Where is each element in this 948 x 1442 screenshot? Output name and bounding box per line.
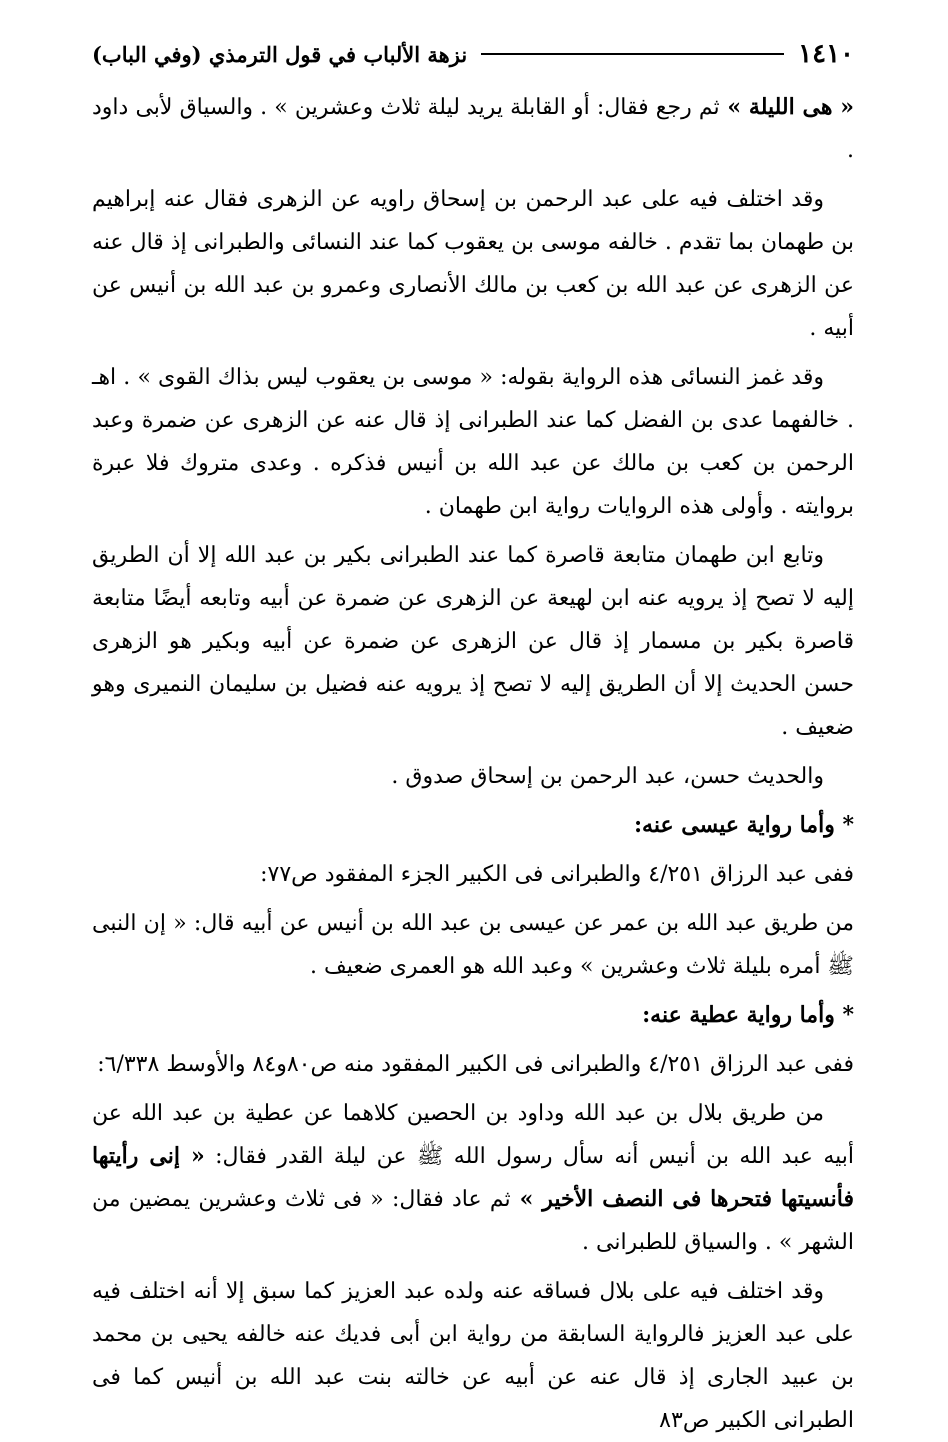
paragraph-text: ثم رجع فقال: أو القابلة يريد ليلة ثلاث وعشرين » . والسياق لأبى داود . [92, 95, 854, 163]
paragraph-7: من طريق عبد الله بن عمر عن عيسى بن عبد الله بن أنيس عن أبيه قال: « إن النبى ﷺ أمره بليلة ثلاث وعشرين » وعبد الله هو العمرى ضعيف . [92, 911, 854, 979]
paragraph-1 [92, 86, 854, 172]
paragraph-6: ففى عبد الرزاق ٤/٢٥١ والطبرانى فى الكبير الجزء المفقود ص٧٧: [260, 862, 854, 887]
paragraph-3: وقد غمز النسائى هذه الرواية بقوله: « موسى بن يعقوب ليس بذاك القوى » . اهـ . خالفهما عدى بن الفضل كما عند الطبرانى إذ قال عنه عن الزهرى عن ضمرة وعبد الرحمن بن كعب بن مالك عن عبد الله بن أنيس فذكره . وعدى متروك فلا عبرة بروايته . وأولى هذه الروايات رواية ابن طهمان . [92, 365, 854, 519]
paragraph-9 [92, 1092, 854, 1264]
section-heading-isa: * وأما رواية عيسى عنه: [633, 812, 854, 838]
header-rule [481, 53, 784, 55]
book-title: نزهة الألباب في قول الترمذي (وفي الباب) [92, 41, 468, 67]
paragraph-10: وقد اختلف فيه على بلال فساقه عنه ولده عبد العزيز كما سبق إلا أنه اختلف فيه على عبد العزيز فالرواية السابقة من رواية ابن أبى فديك عنه خالفه يحيى بن محمد بن عبيد الجارى إذ قال عنه عن أبيه عن خالته بنت عبد الله بن أنيس كما فى الطبرانى الكبير ص٨٣ [92, 1279, 854, 1433]
quote-text: « هى الليلة » [719, 94, 855, 120]
quote-text: « إنى رأيتها فأنسيتها فتحرها فى النصف الأخير » [92, 1143, 854, 1212]
section-heading-atiyya: * وأما رواية عطية عنه: [642, 1002, 854, 1028]
page-body [92, 86, 854, 1442]
page-number: ١٤١٠ [798, 39, 854, 69]
paragraph-text: من طريق بلال بن عبد الله وداود بن الحصين كلاهما عن عطية بن عبد الله عن أبيه عبد الله بن أنيس أنه سأل رسول الله ﷺ عن ليلة القدر فقال: [92, 1101, 854, 1169]
paragraph-8: ففى عبد الرزاق ٤/٢٥١ والطبرانى فى الكبير المفقود منه ص٨٠و٨٤ والأوسط ٦/٣٣٨: [97, 1052, 854, 1077]
paragraph-5: والحديث حسن، عبد الرحمن بن إسحاق صدوق . [391, 764, 824, 789]
paragraph-text: ثم عاد فقال: « فى ثلاث وعشرين يمضين من الشهر » . والسياق للطبرانى . [92, 1187, 854, 1255]
paragraph-4: وتابع ابن طهمان متابعة قاصرة كما عند الطبرانى بكير بن عبد الله إلا أن الطريق إليه لا تصح إذ يرويه عنه ابن لهيعة عن الزهرى عن ضمرة عن أبيه وتابعه أيضًا متابعة قاصرة بكير بن مسمار إذ قال عن الزهرى عن ضمرة عن أبيه وبكير هو الزهرى حسن الحديث إلا أن الطريق إليه لا تصح إذ يرويه عنه فضيل بن سليمان النميرى وهو ضعيف . [92, 543, 854, 740]
paragraph-2: وقد اختلف فيه على عبد الرحمن بن إسحاق راويه عن الزهرى فقال عنه إبراهيم بن طهمان بما تقدم . خالفه موسى بن يعقوب كما عند النسائى والطبرانى إذ قال عنه عن الزهرى عن عبد الله بن كعب بن مالك الأنصارى وعمرو بن عبد الله بن أنيس عن أبيه . [92, 187, 855, 341]
page-header [92, 34, 854, 74]
